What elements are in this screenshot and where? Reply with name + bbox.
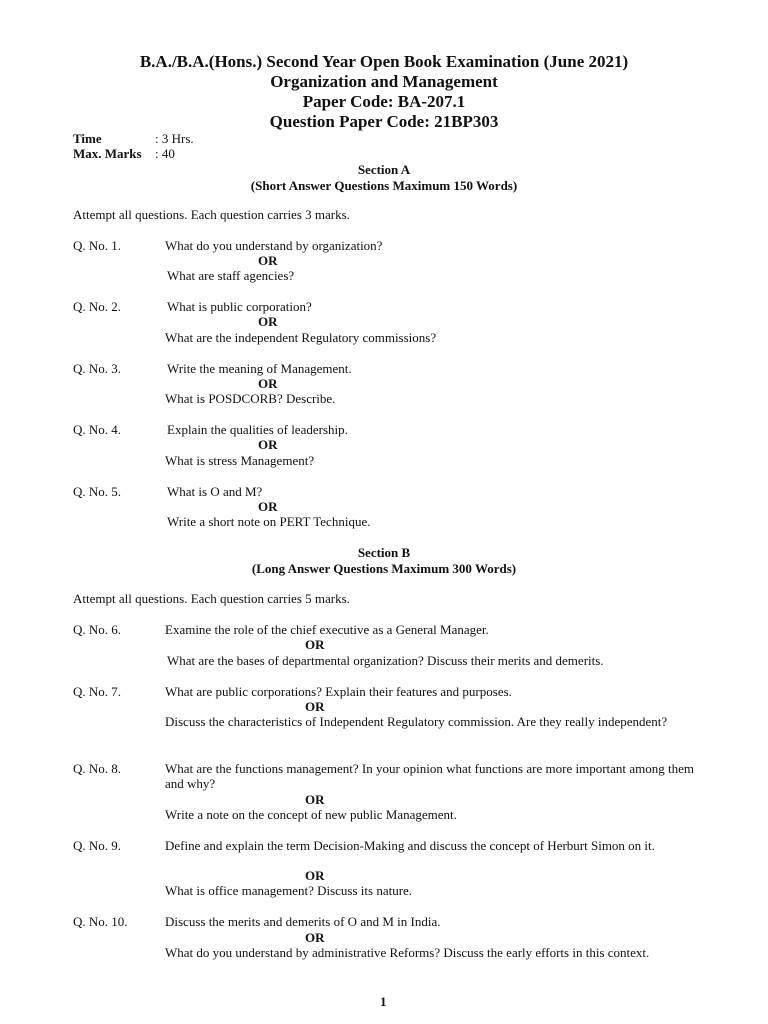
- question-text: What is public corporation?: [167, 299, 312, 314]
- section-a-subtitle: (Short Answer Questions Maximum 150 Words): [250, 178, 518, 193]
- question-number: Q. No. 3.: [73, 361, 122, 376]
- or-label: OR: [305, 792, 325, 807]
- question-text: Explain the qualities of leadership.: [167, 422, 348, 437]
- or-label: OR: [258, 437, 278, 452]
- section-b-instruction: Attempt all questions. Each question carries 5 marks.: [73, 591, 350, 606]
- subject-title: Organization and Management: [270, 72, 498, 91]
- question-text: What do you understand by organization?: [165, 238, 383, 253]
- max-marks-label: Max. Marks: [73, 146, 142, 161]
- question-text: What is O and M?: [167, 484, 263, 499]
- question-number: Q. No. 5.: [73, 484, 122, 499]
- exam-title: B.A./B.A.(Hons.) Second Year Open Book Examination (June 2021): [139, 52, 629, 71]
- question-alternative: Write a note on the concept of new public Management.: [165, 807, 457, 822]
- question-number: Q. No. 8.: [73, 761, 122, 776]
- or-label: OR: [305, 930, 325, 945]
- or-label: OR: [258, 253, 278, 268]
- time-label: Time: [73, 131, 102, 146]
- question-text: Write the meaning of Management.: [167, 361, 352, 376]
- question-alternative: Discuss the characteristics of Independent Regulatory commission. Are they really independent?: [165, 714, 668, 729]
- paper-code: Paper Code: BA-207.1: [302, 92, 466, 111]
- page-number: 1: [380, 994, 387, 1009]
- question-alternative: What is POSDCORB? Describe.: [165, 391, 336, 406]
- question-number: Q. No. 4.: [73, 422, 122, 437]
- question-number: Q. No. 7.: [73, 684, 122, 699]
- question-alternative: What are staff agencies?: [167, 268, 295, 283]
- or-label: OR: [258, 314, 278, 329]
- question-alternative: What are the independent Regulatory commissions?: [165, 330, 437, 345]
- or-label: OR: [305, 637, 325, 652]
- or-label: OR: [305, 699, 325, 714]
- question-alternative: What are the bases of departmental organization? Discuss their merits and demerits.: [167, 653, 604, 668]
- question-number: Q. No. 6.: [73, 622, 122, 637]
- or-label: OR: [305, 868, 325, 883]
- question-text: Define and explain the term Decision-Making and discuss the concept of Herburt Simon on it.: [165, 838, 655, 853]
- question-text: What are public corporations? Explain their features and purposes.: [165, 684, 512, 699]
- question-alternative: What is stress Management?: [165, 453, 315, 468]
- question-alternative: Write a short note on PERT Technique.: [167, 514, 371, 529]
- question-number: Q. No. 10.: [73, 914, 128, 929]
- question-number: Q. No. 2.: [73, 299, 122, 314]
- or-label: OR: [258, 376, 278, 391]
- max-marks-value: : 40: [155, 146, 175, 161]
- question-paper-code: Question Paper Code: 21BP303: [269, 112, 499, 131]
- question-text: Discuss the merits and demerits of O and M in India.: [165, 914, 441, 929]
- question-alternative: What is office management? Discuss its nature.: [165, 883, 413, 898]
- section-b-title: Section B: [357, 545, 411, 560]
- time-value: : 3 Hrs.: [155, 131, 194, 146]
- section-a-title: Section A: [357, 162, 411, 177]
- question-text: Examine the role of the chief executive as a General Manager.: [165, 622, 489, 637]
- question-number: Q. No. 1.: [73, 238, 122, 253]
- question-text: What are the functions management? In your opinion what functions are more important among them and why?: [165, 761, 694, 791]
- question-alternative: What do you understand by administrative Reforms? Discuss the early efforts in this context.: [165, 945, 650, 960]
- question-number: Q. No. 9.: [73, 838, 122, 853]
- section-a-instruction: Attempt all questions. Each question carries 3 marks.: [73, 207, 350, 222]
- section-b-subtitle: (Long Answer Questions Maximum 300 Words): [251, 561, 517, 576]
- or-label: OR: [258, 499, 278, 514]
